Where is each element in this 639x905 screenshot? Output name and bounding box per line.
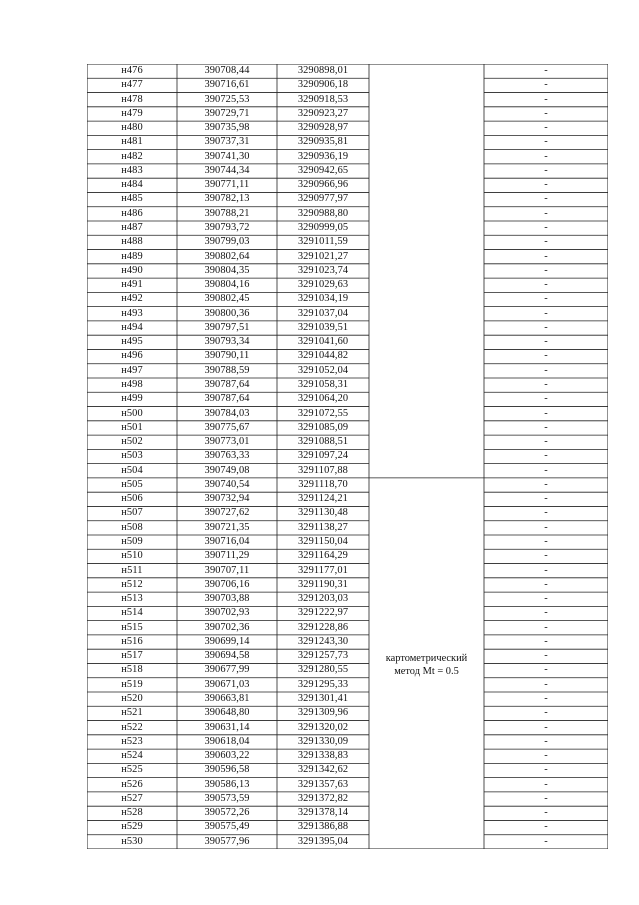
y-coordinate-cell: 3291130,48	[298, 507, 348, 519]
point-name-cell: н527	[121, 792, 143, 804]
note-cell: -	[544, 321, 548, 333]
note-cell: -	[544, 350, 548, 362]
y-coordinate-cell: 3291138,27	[298, 521, 348, 533]
y-coordinate-cell: 3291029,63	[297, 279, 349, 291]
x-coordinate-cell: 390800,36	[204, 307, 250, 319]
y-coordinate-cell: 3290906,18	[297, 79, 349, 91]
x-coordinate-cell: 390763,33	[204, 450, 250, 462]
x-coordinate-cell: 390788,59	[204, 364, 250, 376]
x-coordinate-cell: 390744,34	[204, 164, 250, 176]
point-name-cell: н528	[121, 807, 143, 819]
note-cell: -	[544, 621, 548, 633]
x-coordinate-cell: 390721,35	[204, 521, 250, 533]
note-cell: -	[544, 564, 548, 576]
point-name-cell: н499	[121, 393, 143, 405]
x-coordinate-cell: 390775,67	[204, 421, 250, 433]
note-cell: -	[544, 93, 548, 105]
x-coordinate-cell: 390787,64	[204, 379, 250, 390]
y-coordinate-cell: 3291124,21	[298, 493, 348, 505]
point-name-cell: н479	[121, 107, 143, 119]
x-coordinate-cell: 390703,88	[204, 593, 250, 605]
y-coordinate-cell: 3290935,81	[297, 136, 349, 148]
point-name-cell: н516	[121, 635, 143, 647]
point-name-cell: н518	[121, 664, 143, 676]
y-coordinate-cell: 3291064,20	[297, 393, 349, 405]
x-coordinate-cell: 390782,13	[204, 193, 250, 205]
point-name-cell: н524	[121, 750, 143, 762]
note-cell: -	[544, 835, 548, 847]
y-coordinate-cell: 3290923,27	[297, 107, 349, 119]
note-cell: -	[544, 635, 548, 647]
point-name-cell: н507	[121, 507, 143, 519]
point-name-cell: н523	[121, 735, 143, 747]
x-coordinate-cell: 390603,22	[204, 750, 250, 762]
x-coordinate-cell: 390577,96	[204, 835, 250, 847]
point-name-cell: н519	[121, 678, 143, 690]
point-name-cell: н520	[121, 693, 143, 704]
note-cell: -	[544, 336, 548, 348]
x-coordinate-cell: 390799,03	[204, 236, 250, 248]
y-coordinate-cell: 3291342,62	[297, 764, 349, 776]
point-name-cell: н512	[121, 578, 143, 590]
y-coordinate-cell: 3291107,88	[298, 464, 348, 476]
method-cell	[369, 653, 484, 678]
y-coordinate-cell: 3290966,96	[297, 179, 349, 191]
note-cell: -	[544, 678, 548, 690]
y-coordinate-cell: 3290977,97	[297, 193, 349, 205]
x-coordinate-cell: 390788,21	[204, 207, 250, 219]
note-cell: -	[544, 421, 548, 433]
x-coordinate-cell: 390573,59	[204, 792, 250, 804]
x-coordinate-cell: 390663,81	[204, 693, 250, 704]
note-cell: -	[544, 521, 548, 533]
note-cell: -	[544, 778, 548, 790]
y-coordinate-cell: 3290918,53	[297, 93, 349, 105]
y-coordinate-cell: 3291118,70	[298, 478, 348, 490]
note-cell: -	[544, 807, 548, 819]
point-name-cell: н521	[121, 707, 143, 719]
note-cell: -	[544, 150, 548, 162]
point-name-cell: н495	[121, 336, 143, 348]
note-cell: -	[544, 307, 548, 319]
x-coordinate-cell: 390702,93	[204, 607, 250, 619]
point-name-cell: н500	[121, 407, 143, 419]
note-cell: -	[544, 507, 548, 519]
y-coordinate-cell: 3291357,63	[297, 778, 349, 790]
y-coordinate-cell: 3291177,01	[298, 564, 348, 576]
note-cell: -	[544, 222, 548, 233]
y-coordinate-cell: 3290999,05	[297, 222, 349, 233]
y-coordinate-cell: 3291372,82	[297, 792, 349, 804]
y-coordinate-cell: 3291023,74	[297, 264, 349, 276]
y-coordinate-cell: 3291011,59	[298, 236, 348, 248]
note-cell: -	[544, 407, 548, 419]
y-coordinate-cell: 3290942,65	[297, 164, 349, 176]
y-coordinate-cell: 3291243,30	[297, 635, 349, 647]
point-name-cell: н477	[121, 79, 143, 91]
x-coordinate-cell: 390802,64	[204, 250, 250, 262]
x-coordinate-cell: 390793,34	[204, 336, 250, 348]
point-name-cell: н493	[121, 307, 143, 319]
x-coordinate-cell: 390790,11	[204, 350, 250, 362]
y-coordinate-cell: 3291052,04	[297, 364, 349, 376]
point-name-cell: н506	[121, 493, 143, 505]
y-coordinate-cell: 3290936,19	[297, 150, 349, 162]
note-cell: -	[544, 193, 548, 205]
point-name-cell: н482	[121, 150, 143, 162]
x-coordinate-cell: 390707,11	[204, 564, 250, 576]
point-name-cell: н497	[121, 364, 143, 376]
y-coordinate-cell: 3291309,96	[297, 707, 349, 719]
note-cell: -	[544, 364, 548, 376]
note-cell: -	[544, 707, 548, 719]
note-cell: -	[544, 207, 548, 219]
x-coordinate-cell: 390716,61	[204, 79, 250, 91]
note-cell: -	[544, 450, 548, 462]
x-coordinate-cell: 390797,51	[204, 321, 250, 333]
note-cell: -	[544, 650, 548, 662]
point-name-cell: н487	[121, 222, 143, 233]
note-cell: -	[544, 721, 548, 733]
note-cell: -	[544, 264, 548, 276]
note-cell: -	[544, 250, 548, 262]
x-coordinate-cell: 390596,58	[204, 764, 250, 776]
point-name-cell: н503	[121, 450, 143, 462]
y-coordinate-cell: 3291164,29	[298, 550, 348, 562]
point-name-cell: н476	[121, 65, 143, 76]
note-cell: -	[544, 107, 548, 119]
note-cell: -	[544, 293, 548, 305]
point-name-cell: н496	[121, 350, 143, 362]
y-coordinate-cell: 3291085,09	[297, 421, 349, 433]
y-coordinate-cell: 3291190,31	[298, 578, 348, 590]
point-name-cell: н511	[121, 564, 143, 576]
y-coordinate-cell: 3291041,60	[297, 336, 349, 348]
y-coordinate-cell: 3291320,02	[297, 721, 349, 733]
y-coordinate-cell: 3291222,97	[297, 607, 349, 619]
point-name-cell: н494	[121, 321, 143, 333]
method-line-1: картометрический	[385, 653, 468, 664]
note-cell: -	[544, 493, 548, 505]
point-name-cell: н485	[121, 193, 143, 205]
x-coordinate-cell: 390749,08	[204, 464, 250, 476]
point-name-cell: н522	[121, 721, 143, 733]
note-cell: -	[544, 236, 548, 248]
y-coordinate-cell: 3291058,31	[297, 379, 349, 390]
point-name-cell: н505	[121, 478, 143, 490]
y-coordinate-cell: 3291386,88	[297, 821, 349, 833]
note-cell: -	[544, 536, 548, 547]
y-coordinate-cell: 3291072,55	[297, 407, 349, 419]
note-cell: -	[544, 393, 548, 405]
note-cell: -	[544, 764, 548, 776]
note-cell: -	[544, 464, 548, 476]
note-cell: -	[544, 792, 548, 804]
x-coordinate-cell: 390711,29	[204, 550, 250, 562]
y-coordinate-cell: 3291330,09	[297, 735, 349, 747]
point-name-cell: н526	[121, 778, 143, 790]
note-cell: -	[544, 164, 548, 176]
y-coordinate-cell: 3291039,51	[297, 321, 349, 333]
x-coordinate-cell: 390699,14	[204, 635, 250, 647]
point-name-cell: н501	[121, 421, 143, 433]
x-coordinate-cell: 390677,99	[204, 664, 250, 676]
y-coordinate-cell: 3290988,80	[297, 207, 349, 219]
point-name-cell: н508	[121, 521, 143, 533]
note-cell: -	[544, 578, 548, 590]
point-name-cell: н489	[121, 250, 143, 262]
point-name-cell: н509	[121, 536, 143, 547]
y-coordinate-cell: 3290928,97	[297, 122, 349, 134]
y-coordinate-cell: 3291301,41	[297, 693, 349, 704]
point-name-cell: н484	[121, 179, 143, 191]
y-coordinate-cell: 3291395,04	[297, 835, 349, 847]
x-coordinate-cell: 390702,36	[204, 621, 250, 633]
note-cell: -	[544, 821, 548, 833]
x-coordinate-cell: 390771,11	[204, 179, 250, 191]
y-coordinate-cell: 3291150,04	[298, 536, 348, 547]
note-cell: -	[544, 436, 548, 448]
point-name-cell: н488	[121, 236, 143, 248]
note-cell: -	[544, 550, 548, 562]
y-coordinate-cell: 3291037,04	[297, 307, 349, 319]
y-coordinate-cell: 3291203,03	[297, 593, 349, 605]
point-name-cell: н483	[121, 164, 143, 176]
y-coordinate-cell: 3291228,86	[297, 621, 349, 633]
y-coordinate-cell: 3291088,51	[297, 436, 349, 448]
method-line-2: метод Mt = 0.5	[394, 665, 459, 677]
note-cell: -	[544, 122, 548, 134]
x-coordinate-cell: 390793,72	[204, 222, 250, 233]
x-coordinate-cell: 390648,80	[204, 707, 250, 719]
y-coordinate-cell: 3291280,55	[297, 664, 349, 676]
x-coordinate-cell: 390631,14	[204, 721, 250, 733]
note-cell: -	[544, 279, 548, 291]
point-name-cell: н490	[121, 264, 143, 276]
x-coordinate-cell: 390773,01	[204, 436, 250, 448]
point-name-cell: н480	[121, 122, 143, 134]
x-coordinate-cell: 390740,54	[204, 478, 250, 490]
x-coordinate-cell: 390706,16	[204, 578, 250, 590]
note-cell: -	[544, 79, 548, 91]
point-name-cell: н481	[121, 136, 143, 148]
point-name-cell: н504	[121, 464, 143, 476]
note-cell: -	[544, 607, 548, 619]
point-name-cell: н517	[121, 650, 143, 662]
x-coordinate-cell: 390708,44	[204, 65, 250, 76]
point-name-cell: н514	[121, 607, 143, 619]
point-name-cell: н491	[121, 279, 143, 291]
x-coordinate-cell: 390727,62	[204, 507, 250, 519]
y-coordinate-cell: 3291034,19	[297, 293, 349, 305]
note-cell: -	[544, 136, 548, 148]
point-name-cell: н513	[121, 593, 143, 605]
y-coordinate-cell: 3291097,24	[297, 450, 349, 462]
y-coordinate-cell: 3290898,01	[297, 65, 349, 76]
note-cell: -	[544, 664, 548, 676]
point-name-cell: н478	[121, 93, 143, 105]
y-coordinate-cell: 3291044,82	[297, 350, 349, 362]
point-name-cell: н498	[121, 379, 143, 390]
note-cell: -	[544, 65, 548, 76]
x-coordinate-cell: 390802,45	[204, 293, 250, 305]
y-coordinate-cell: 3291338,83	[297, 750, 349, 762]
x-coordinate-cell: 390586,13	[204, 778, 250, 790]
note-cell: -	[544, 379, 548, 390]
x-coordinate-cell: 390716,04	[204, 536, 250, 547]
y-coordinate-cell: 3291295,33	[297, 678, 349, 690]
x-coordinate-cell: 390725,53	[204, 93, 250, 105]
x-coordinate-cell: 390784,03	[204, 407, 250, 419]
note-cell: -	[544, 693, 548, 704]
point-name-cell: н502	[121, 436, 143, 448]
point-name-cell: н525	[121, 764, 143, 776]
note-cell: -	[544, 478, 548, 490]
point-name-cell: н515	[121, 621, 143, 633]
x-coordinate-cell: 390737,31	[204, 136, 250, 148]
point-name-cell: н492	[121, 293, 143, 305]
x-coordinate-cell: 390575,49	[204, 821, 250, 833]
note-cell: -	[544, 750, 548, 762]
x-coordinate-cell: 390735,98	[204, 122, 250, 134]
point-name-cell: н530	[121, 835, 143, 847]
coordinates-table	[87, 64, 608, 849]
x-coordinate-cell: 390804,16	[204, 279, 250, 291]
x-coordinate-cell: 390729,71	[204, 107, 250, 119]
point-name-cell: н510	[121, 550, 143, 562]
y-coordinate-cell: 3291257,73	[297, 650, 349, 662]
x-coordinate-cell: 390732,94	[204, 493, 250, 505]
point-name-cell: н529	[121, 821, 143, 833]
x-coordinate-cell: 390787,64	[204, 393, 250, 405]
x-coordinate-cell: 390572,26	[204, 807, 250, 819]
x-coordinate-cell: 390618,04	[204, 735, 250, 747]
y-coordinate-cell: 3291021,27	[297, 250, 349, 262]
y-coordinate-cell: 3291378,14	[297, 807, 349, 819]
note-cell: -	[544, 593, 548, 605]
x-coordinate-cell: 390804,35	[204, 264, 250, 276]
x-coordinate-cell: 390741,30	[204, 150, 250, 162]
point-name-cell: н486	[121, 207, 143, 219]
x-coordinate-cell: 390671,03	[204, 678, 250, 690]
note-cell: -	[544, 735, 548, 747]
x-coordinate-cell: 390694,58	[204, 650, 250, 662]
note-cell: -	[544, 179, 548, 191]
